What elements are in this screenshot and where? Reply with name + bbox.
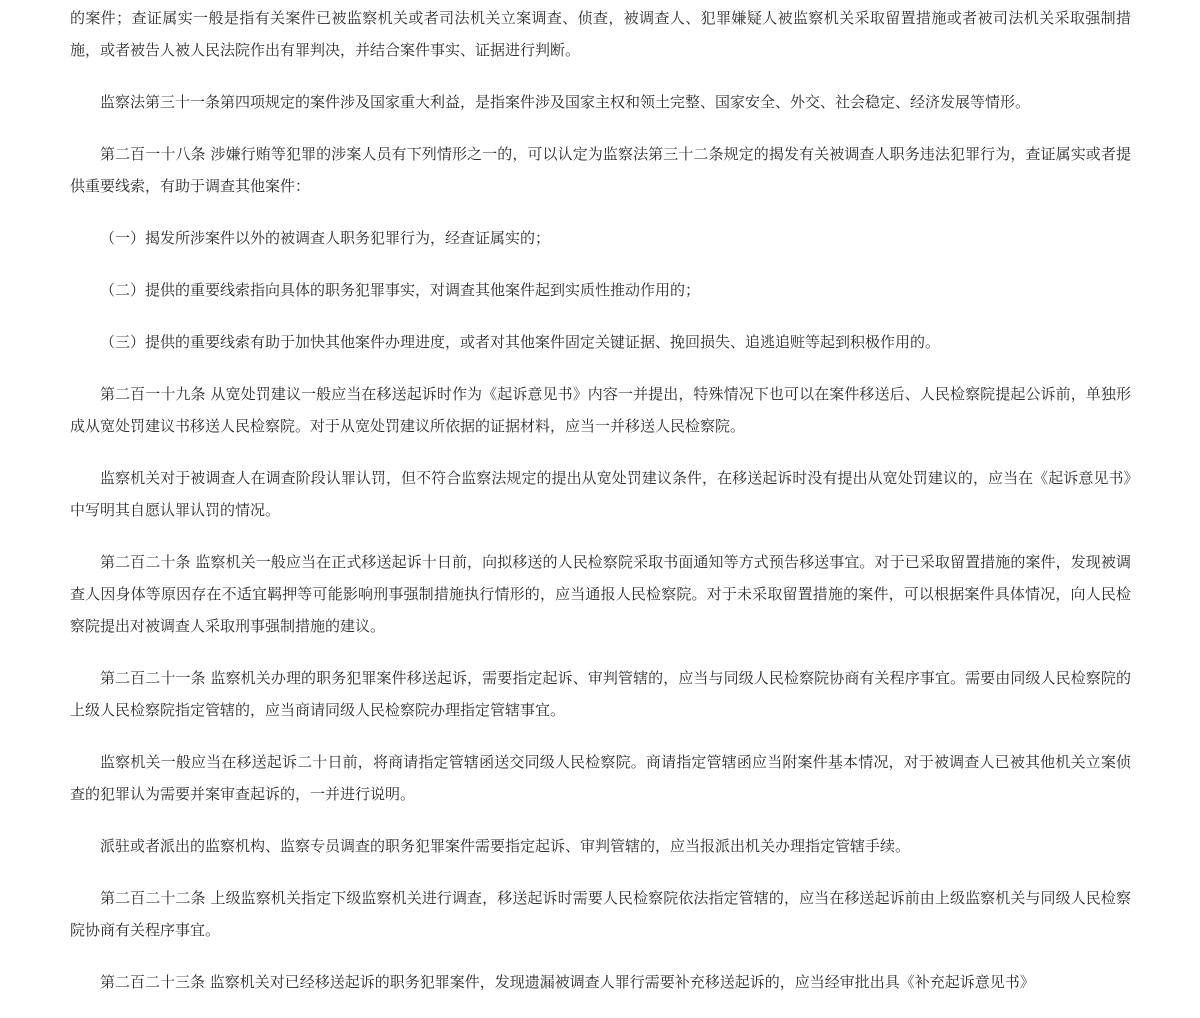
article-218-item-2: （二）提供的重要线索指向具体的职务犯罪事实，对调查其他案件起到实质性推动作用的；	[100, 281, 701, 299]
article-218: 第二百一十八条 涉嫌行贿等犯罪的涉案人员有下列情形之一的，可以认定为监察法第三十二条规定的揭发有关被调查人职务违法犯罪行为，查证属实或者提供重要线索，有助于调查其他案件：	[70, 145, 1131, 195]
paragraph: 派驻或者派出的监察机构、监察专员调查的职务犯罪案件需要指定起诉、审判管辖的，应当报派出机关办理指定管辖手续。	[100, 837, 911, 855]
article-220: 第二百二十条 监察机关一般应当在正式移送起诉十日前，向拟移送的人民检察院采取书面通知等方式预告移送事宜。对于已采取留置措施的案件，发现被调查人因身体等原因存在不适宜羁押等可能影响刑事强制措施执行情形的，应当通报人民检察院。对于未采取留置措施的案件，可以根据案件具体情况，向人民检察院提出对被调查人采取刑事强制措施的建议。	[70, 553, 1131, 635]
paragraph: 监察法第三十一条第四项规定的案件涉及国家重大利益，是指案件涉及国家主权和领土完整、国家安全、外交、社会稳定、经济发展等情形。	[100, 93, 1031, 111]
article-221: 第二百二十一条 监察机关办理的职务犯罪案件移送起诉，需要指定起诉、审判管辖的，应当与同级人民检察院协商有关程序事宜。需要由同级人民检察院的上级人民检察院指定管辖的，应当商请同级人民检察院办理指定管辖事宜。	[70, 669, 1131, 719]
article-223: 第二百二十三条 监察机关对已经移送起诉的职务犯罪案件，发现遗漏被调查人罪行需要补充移送起诉的，应当经审批出具《补充起诉意见书》	[100, 973, 1035, 991]
article-218-item-1: （一）揭发所涉案件以外的被调查人职务犯罪行为，经查证属实的；	[100, 229, 551, 247]
paragraph: 监察机关一般应当在移送起诉二十日前，将商请指定管辖函送交同级人民检察院。商请指定管辖函应当附案件基本情况，对于被调查人已被其他机关立案侦查的犯罪认为需要并案审查起诉的，一并进行说明。	[70, 753, 1131, 803]
article-219: 第二百一十九条 从宽处罚建议一般应当在移送起诉时作为《起诉意见书》内容一并提出，特殊情况下也可以在案件移送后、人民检察院提起公诉前，单独形成从宽处罚建议书移送人民检察院。对于从宽处罚建议所依据的证据材料，应当一并移送人民检察院。	[70, 385, 1131, 435]
paragraph: 的案件；查证属实一般是指有关案件已被监察机关或者司法机关立案调查、侦查，被调查人、犯罪嫌疑人被监察机关采取留置措施或者被司法机关采取强制措施，或者被告人被人民法院作出有罪判决，并结合案件事实、证据进行判断。	[70, 9, 1131, 59]
article-222: 第二百二十二条 上级监察机关指定下级监察机关进行调查，移送起诉时需要人民检察院依法指定管辖的，应当在移送起诉前由上级监察机关与同级人民检察院协商有关程序事宜。	[70, 889, 1131, 939]
document-body	[70, 2, 1131, 1018]
paragraph: 监察机关对于被调查人在调查阶段认罪认罚，但不符合监察法规定的提出从宽处罚建议条件，在移送起诉时没有提出从宽处罚建议的，应当在《起诉意见书》中写明其自愿认罪认罚的情况。	[70, 469, 1131, 519]
article-218-item-3: （三）提供的重要线索有助于加快其他案件办理进度，或者对其他案件固定关键证据、挽回损失、追逃追赃等起到积极作用的。	[100, 333, 941, 351]
